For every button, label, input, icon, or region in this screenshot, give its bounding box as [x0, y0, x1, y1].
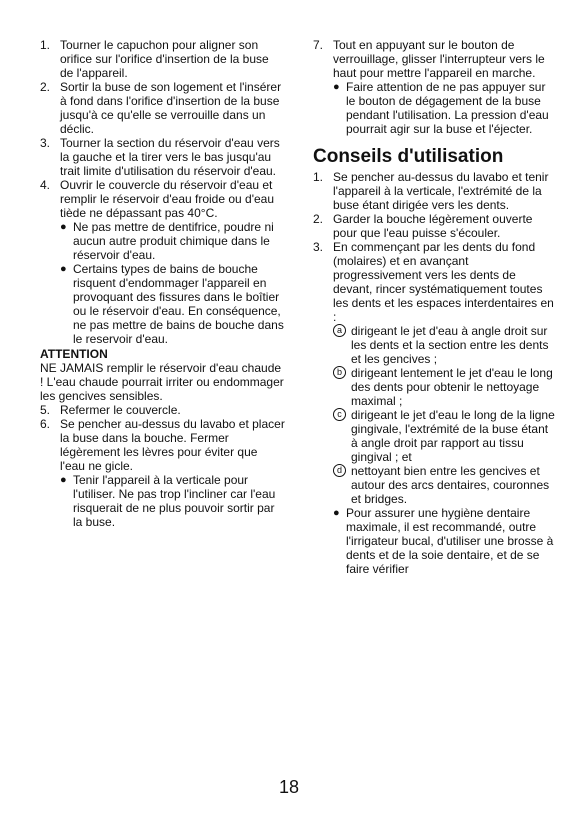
step-text: Tourner le capuchon pour aligner son orifice sur l'orifice d'insertion de la buse de l'appareil.	[60, 38, 269, 80]
step-number: 4.	[40, 178, 51, 192]
left-column	[40, 38, 285, 529]
tip-1	[313, 170, 558, 212]
step-number: 6.	[40, 417, 51, 431]
tip-text: En commençant par les dents du fond (molaires) et en avançant progressivement vers les dents de devant, rincer systématiquement toutes les dents et les espaces interdentaires en :	[333, 240, 554, 324]
step-number: 5.	[40, 403, 51, 417]
sub-item-text: dirigeant lentement le jet d'eau le long des dents pour obtenir le nettoyage maximal ;	[351, 366, 553, 408]
instruction-step-1	[40, 38, 285, 80]
step-text: Se pencher au-dessus du lavabo et placer la buse dans la bouche. Fermer légèrement les lèvres pour éviter que l'eau ne gicle.	[60, 417, 285, 473]
instruction-step-5	[40, 403, 285, 417]
bullet-item	[60, 262, 285, 346]
tip-2	[313, 212, 558, 240]
step-text: Refermer le couvercle.	[60, 403, 181, 417]
bullet-item	[60, 473, 285, 529]
step-number: 3.	[40, 136, 51, 150]
instruction-step-3	[40, 136, 285, 178]
tip-number: 3.	[313, 240, 324, 254]
bullet-text: Pour assurer une hygiène dentaire maximale, il est recommandé, outre l'irrigateur bucal, d'utiliser une brosse à dents et de la soie dentaire, et de se faire vérifier	[346, 506, 554, 576]
attention-text: NE JAMAIS remplir le réservoir d'eau chaude ! L'eau chaude pourrait irriter ou endommager les gencives sensibles.	[40, 361, 284, 403]
sub-item-text: dirigeant le jet d'eau le long de la ligne gingivale, l'extrémité de la buse étant à angle droit par rapport au tissu gingival ; et	[351, 408, 555, 464]
sub-item-text: nettoyant bien entre les gencives et autour des arcs dentaires, couronnes et bridges.	[351, 464, 550, 506]
sub-item-b	[333, 366, 558, 408]
bullet-text: Ne pas mettre de dentifrice, poudre ni aucun autre produit chimique dans le réservoir d'eau.	[73, 220, 274, 262]
circled-letter-icon: d	[333, 464, 346, 477]
tip-text: Garder la bouche légèrement ouverte pour que l'eau puisse s'écouler.	[333, 212, 533, 240]
circled-letter-icon: b	[333, 366, 346, 379]
step-number: 7.	[313, 38, 324, 52]
tip-text: Se pencher au-dessus du lavabo et tenir l'appareil à la verticale, l'extrémité de la buse étant dirigée vers les dents.	[333, 170, 549, 212]
circled-letter-icon: c	[333, 408, 346, 421]
bullet-text: Faire attention de ne pas appuyer sur le bouton de dégagement de la buse pendant l'utilisation. La pression d'eau pourrait agir sur la buse et l'éjecter.	[346, 80, 549, 136]
section-heading: Conseils d'utilisation	[313, 146, 504, 167]
instruction-step-7	[313, 38, 558, 80]
tip-number: 2.	[313, 212, 324, 226]
step-text: Ouvrir le couvercle du réservoir d'eau et remplir le réservoir d'eau froide ou d'eau tiède ne dépassant pas 40°C.	[60, 178, 275, 220]
right-column	[313, 38, 558, 576]
step-text: Tout en appuyant sur le bouton de verrouillage, glisser l'interrupteur vers le haut pour mettre l'appareil en marche.	[333, 38, 545, 80]
tip-number: 1.	[313, 170, 324, 184]
sub-item-a	[333, 324, 558, 366]
bullet-dot-icon: ●	[60, 263, 67, 275]
bullet-item	[60, 220, 285, 262]
step-number: 2.	[40, 80, 51, 94]
sub-item-d	[333, 464, 558, 506]
page-number: 18	[278, 777, 300, 797]
bullet-text: Certains types de bains de bouche risquent d'endommager l'appareil en provoquant des fissures dans le boîtier ou le réservoir d'eau. En conséquence, ne pas mettre de bains de bouche dans le reservoir d'eau.	[73, 262, 284, 346]
circled-letter-icon: a	[333, 324, 346, 337]
sub-item-c	[333, 408, 558, 464]
bullet-item	[333, 80, 558, 136]
sub-item-text: dirigeant le jet d'eau à angle droit sur les dents et la section entre les dents et les gencives ;	[351, 324, 549, 366]
step-number: 1.	[40, 38, 51, 52]
instruction-step-6	[40, 417, 285, 473]
instruction-step-2	[40, 80, 285, 136]
bullet-dot-icon: ●	[333, 507, 340, 519]
instruction-step-4	[40, 178, 285, 220]
step-text: Tourner la section du réservoir d'eau vers la gauche et la tirer vers le bas jusqu'au trait limite d'utilisation du réservoir d'eau.	[60, 136, 280, 178]
step-text: Sortir la buse de son logement et l'insérer à fond dans l'orifice d'insertion de la buse jusqu'à ce qu'elle se verrouille dans un déclic.	[60, 80, 282, 136]
bullet-dot-icon: ●	[333, 81, 340, 93]
tip-3	[313, 240, 558, 324]
bullet-item	[333, 506, 558, 576]
bullet-dot-icon: ●	[60, 221, 67, 233]
bullet-dot-icon: ●	[60, 474, 67, 486]
bullet-text: Tenir l'appareil à la verticale pour l'utiliser. Ne pas trop l'incliner car l'eau risquerait de ne plus pouvoir sortir par la buse.	[73, 473, 276, 529]
attention-title: ATTENTION	[40, 347, 108, 361]
